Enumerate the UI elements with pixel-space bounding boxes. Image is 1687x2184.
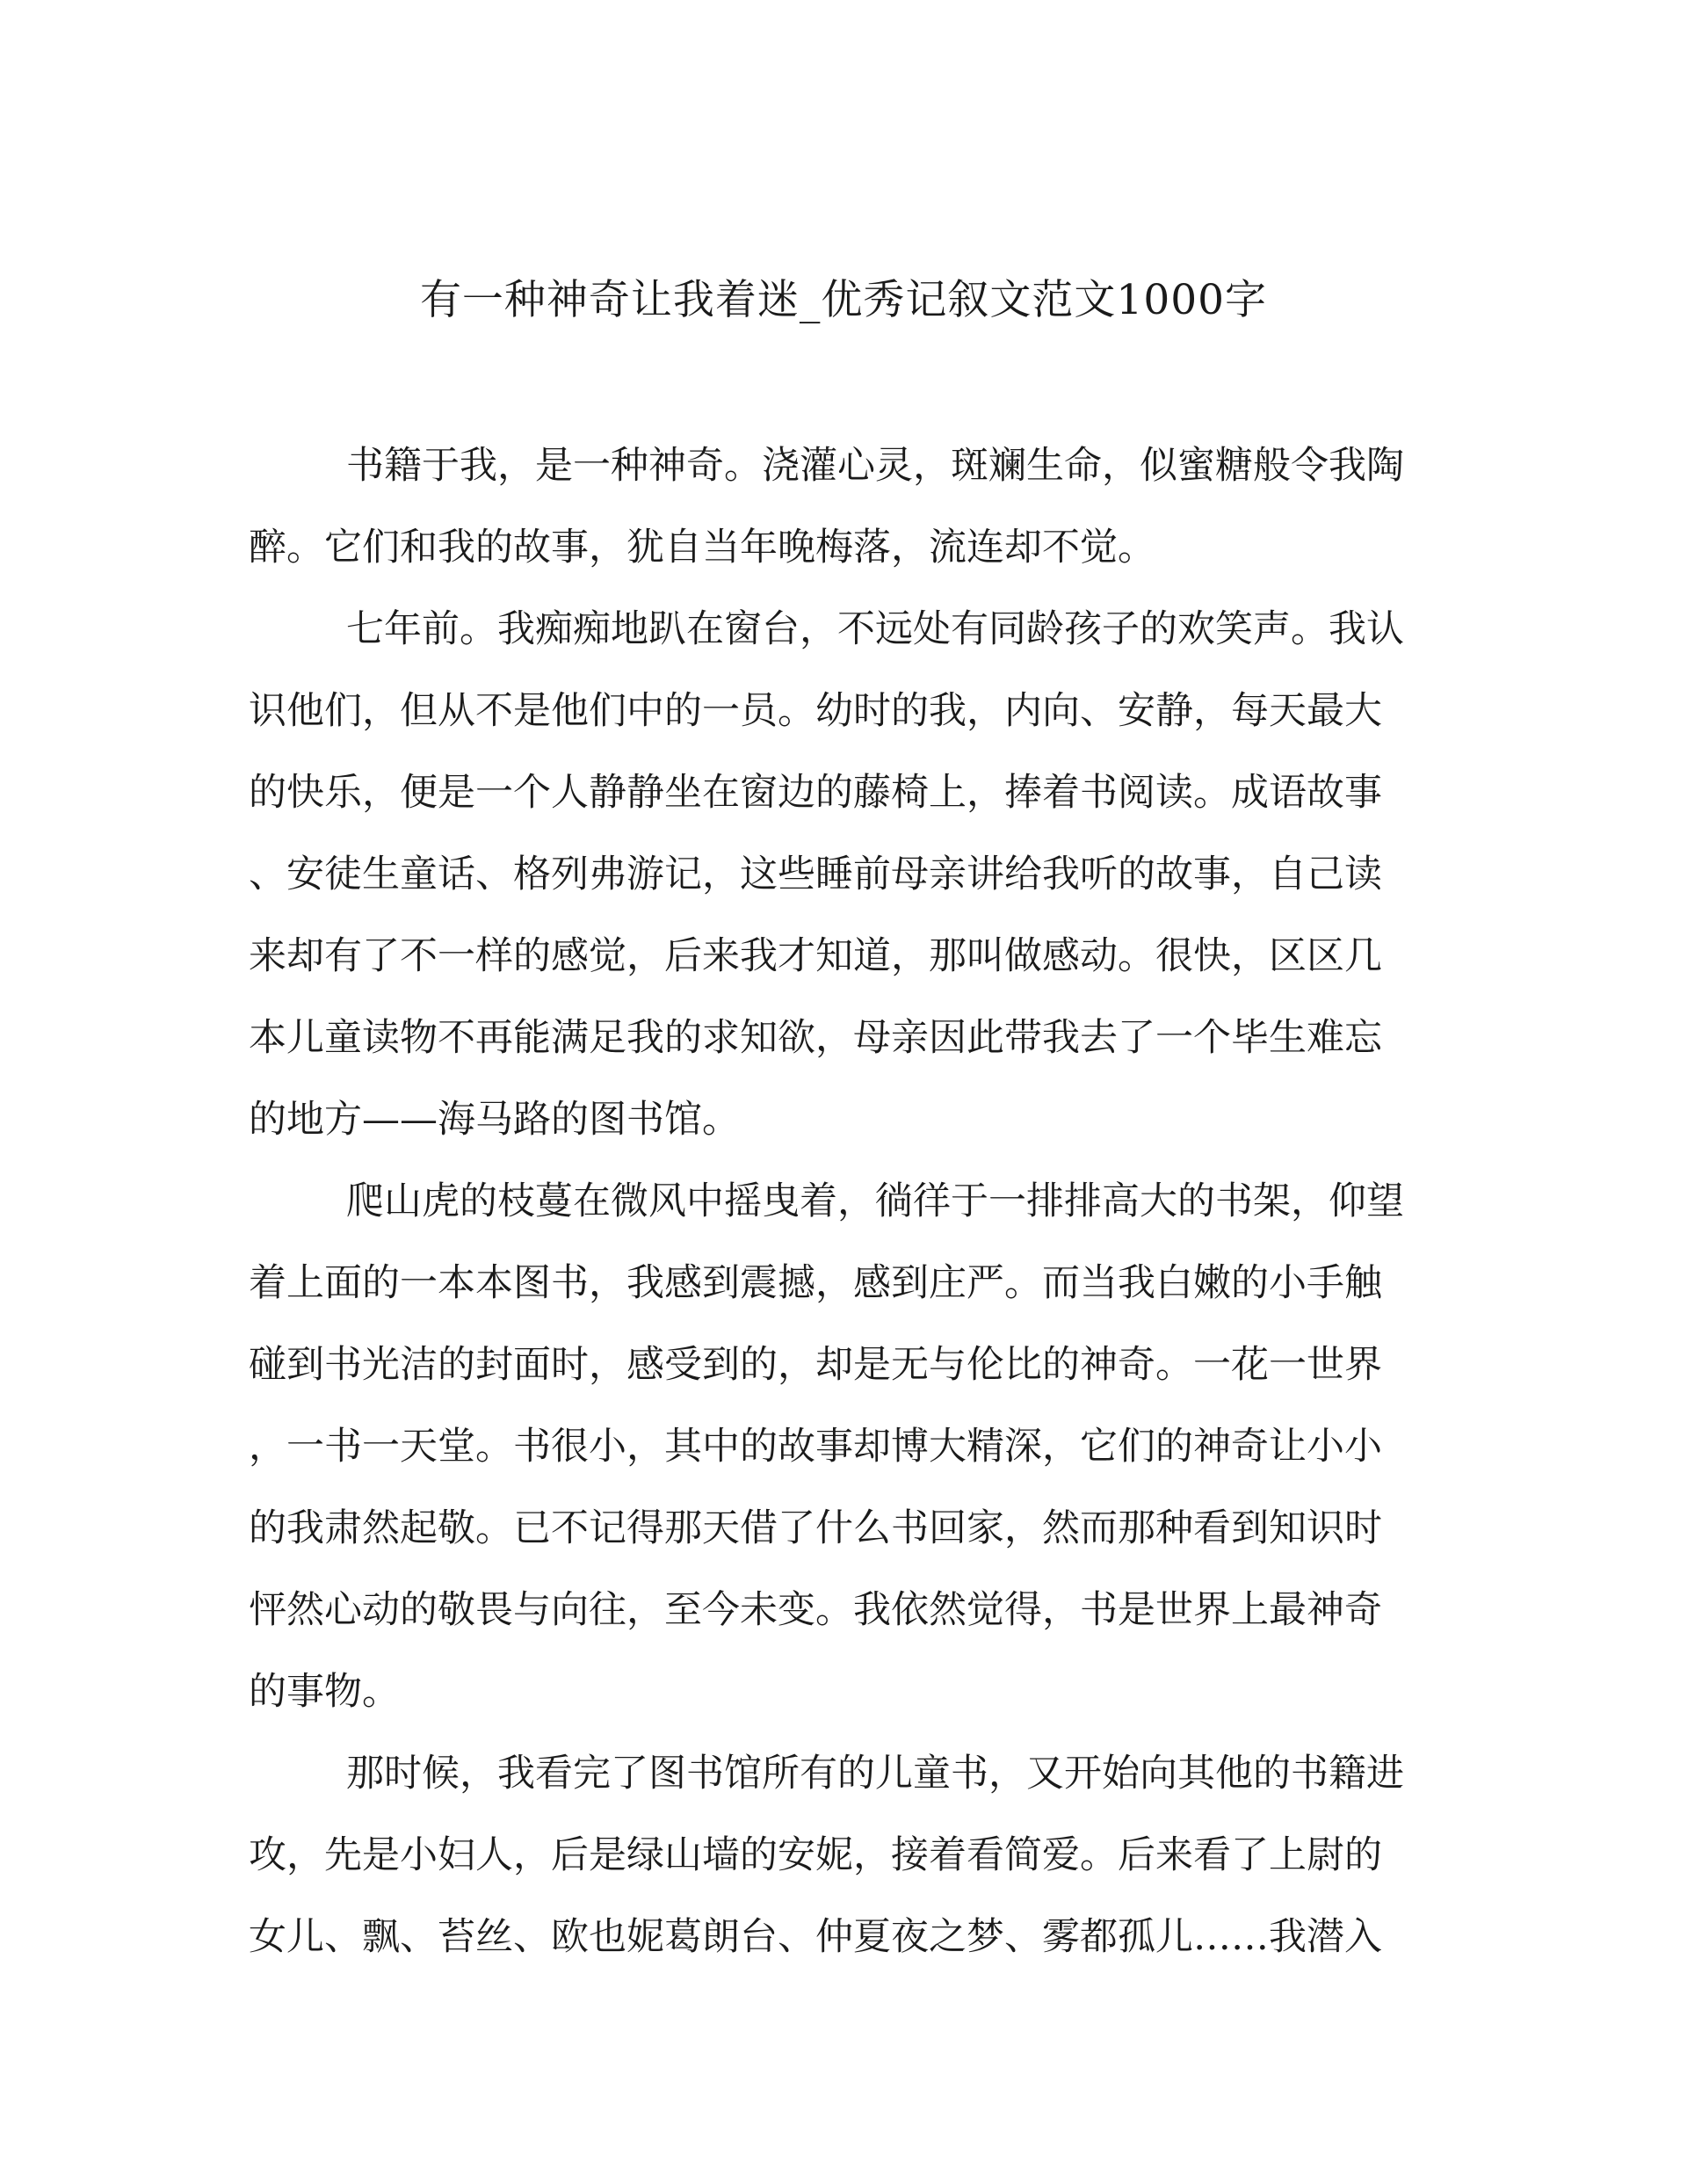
text-line: 怦然心动的敬畏与向往，至今未变。我依然觉得，书是世界上最神奇 xyxy=(249,1588,1382,1632)
text-line: 来却有了不一样的感觉，后来我才知道，那叫做感动。很快，区区几 xyxy=(249,934,1382,978)
text-line: 七年前。我痴痴地趴在窗台，不远处有同龄孩子的欢笑声。我认 xyxy=(346,607,1404,651)
text-line: 书籍于我，是一种神奇。浇灌心灵，斑斓生命，似蜜糖般令我陶 xyxy=(346,444,1404,488)
text-line: 着上面的一本本图书，我感到震撼，感到庄严。而当我白嫩的小手触 xyxy=(249,1261,1382,1305)
text-line: 本儿童读物不再能满足我的求知欲，母亲因此带我去了一个毕生难忘 xyxy=(249,1016,1382,1060)
text-line: 醉。它们和我的故事，犹自当年晚梅落，流连却不觉。 xyxy=(249,526,1155,570)
text-line: 女儿、飘、苔丝、欧也妮葛朗台、仲夏夜之梦、雾都孤儿……我潜入 xyxy=(249,1915,1382,1959)
text-line: 碰到书光洁的封面时，感受到的，却是无与伦比的神奇。一花一世界 xyxy=(249,1343,1382,1387)
text-line: ，一书一天堂。书很小，其中的故事却博大精深，它们的神奇让小小 xyxy=(249,1425,1382,1469)
text-line: 的地方——海马路的图书馆。 xyxy=(249,1098,740,1142)
text-line: 的快乐，便是一个人静静坐在窗边的藤椅上，捧着书阅读。成语故事 xyxy=(249,771,1382,815)
document-body xyxy=(249,438,1426,1991)
text-line: 的事物。 xyxy=(249,1670,400,1714)
text-line: 、安徒生童话、格列弗游记，这些睡前母亲讲给我听的故事，自己读 xyxy=(249,853,1382,896)
document-title: 有一种神奇让我着迷_优秀记叙文范文1000字 xyxy=(419,276,1268,324)
text-line: 识他们，但从不是他们中的一员。幼时的我，内向、安静，每天最大 xyxy=(249,689,1382,733)
text-line: 的我肃然起敬。已不记得那天借了什么书回家，然而那种看到知识时 xyxy=(249,1506,1382,1550)
text-line: 爬山虎的枝蔓在微风中摇曳着，徜徉于一排排高大的书架，仰望 xyxy=(346,1179,1404,1223)
text-line: 那时候，我看完了图书馆所有的儿童书，又开始向其他的书籍进 xyxy=(346,1752,1404,1796)
text-line: 攻，先是小妇人，后是绿山墙的安妮，接着看简爱。后来看了上尉的 xyxy=(249,1833,1382,1877)
